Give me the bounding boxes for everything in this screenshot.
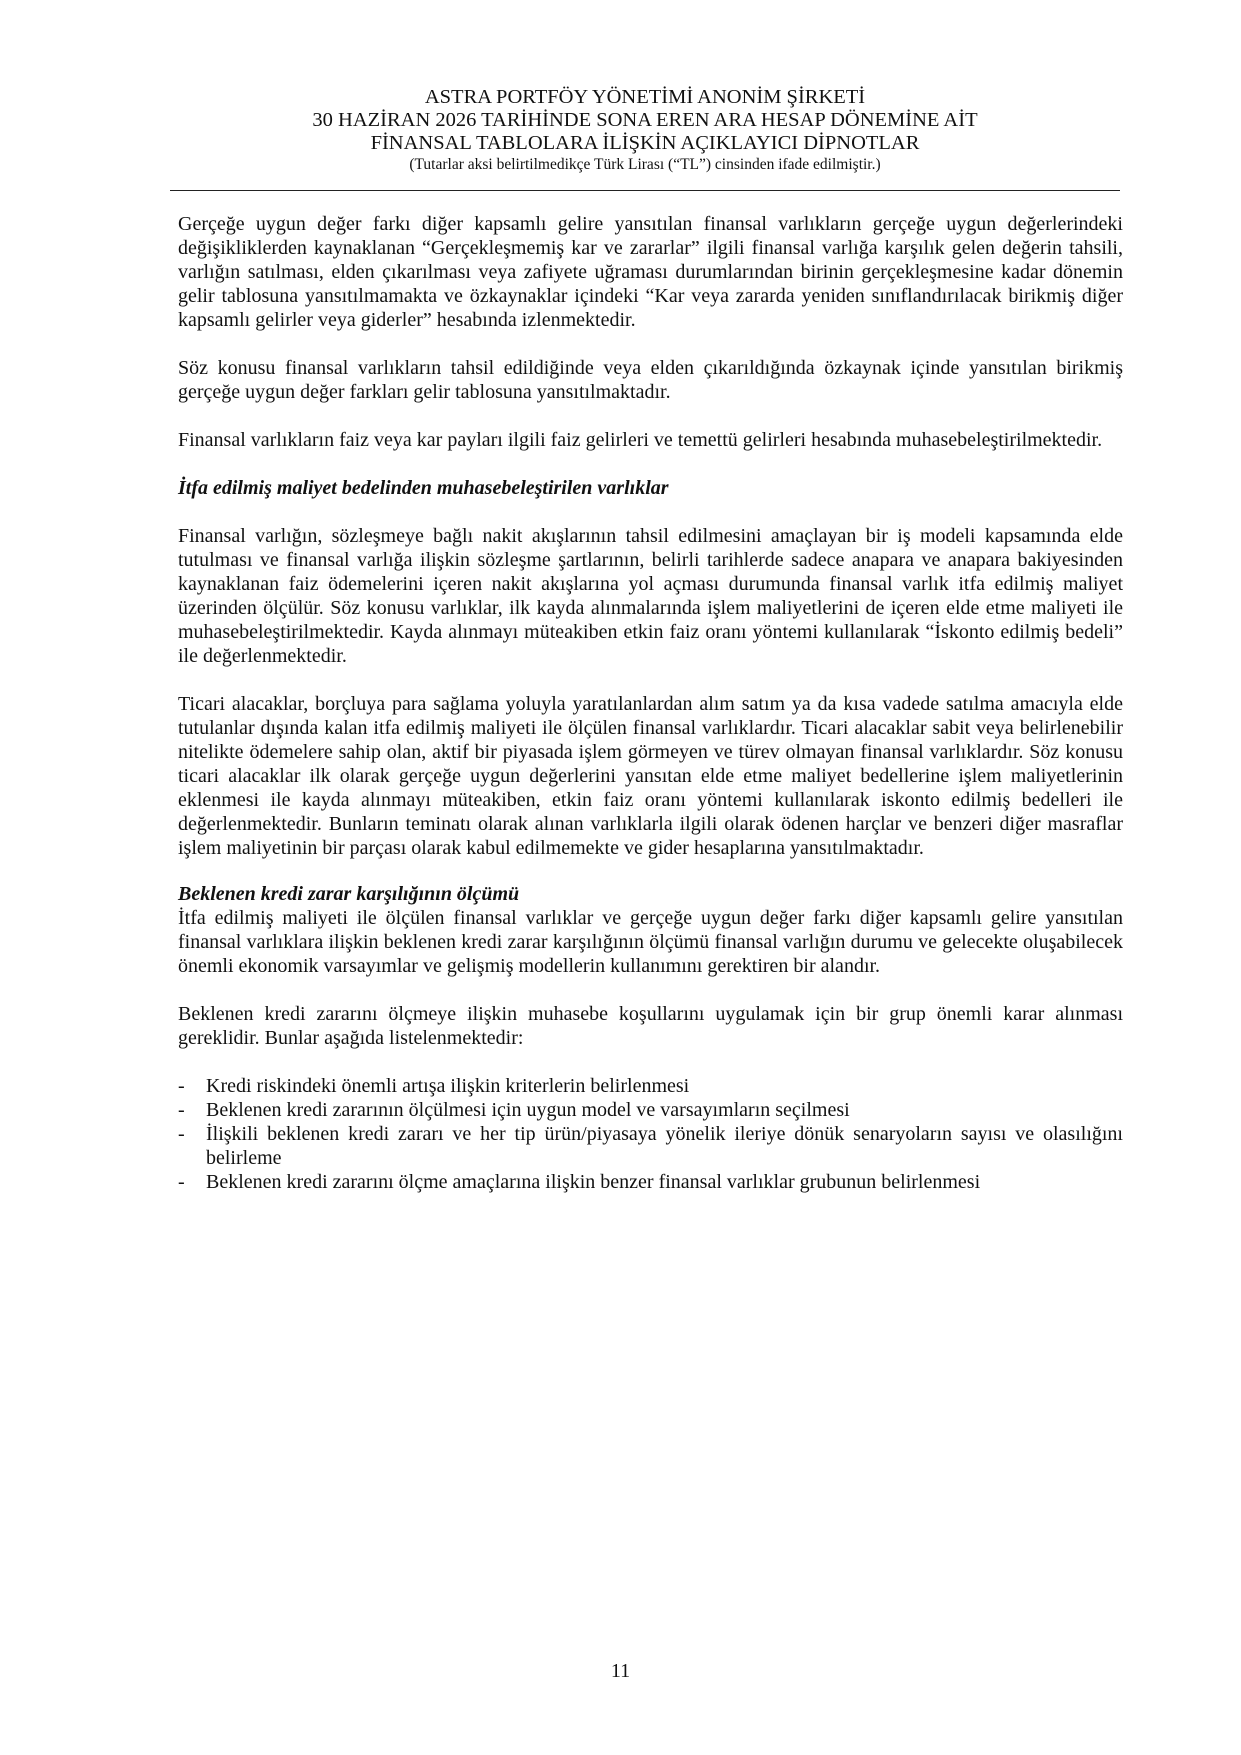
paragraph-fvoci-changes: Gerçeğe uygun değer farkı diğer kapsamlı gelire yansıtılan finansal varlıkların gerçeğe uygun değerlerindeki değişikliklerden kaynaklanan “Gerçekleşmemiş kar ve zararlar” ilgili finansal varlığa karşılık gelen değerin tahsili, varlığın satılması, elden çıkarılması veya zafiyete uğraması durumlarından birinin gerçekleşmesine kadar dönemin gelir tablosuna yansıtılmamakta ve özkaynaklar içindeki “Kar veya zararda yeniden sınıflandırılacak birikmiş diğer kapsamlı gelirler veya giderler” hesabında izlenmektedir. [178, 213, 1123, 331]
header-divider [170, 190, 1120, 191]
list-item [178, 1122, 1123, 1170]
paragraph-interest-dividend: Finansal varlıkların faiz veya kar payları ilgili faiz gelirleri ve temettü gelirleri hesabında muhasebeleştirilmektedir. [178, 429, 1103, 451]
list-item-text: Kredi riskindeki önemli artışa ilişkin kriterlerin belirlenmesi [206, 1075, 690, 1097]
paragraph-ecl-measurement: İtfa edilmiş maliyeti ile ölçülen finansal varlıklar ve gerçeğe uygun değer farkı diğer kapsamlı gelire yansıtılan finansal varlıklara ilişkin beklenen kredi zarar karşılığının ölçümü finansal varlığın durumu ve gelecekte oluşabilecek önemli ekonomik varsayımlar ve gelişmiş modellerin kullanımını gerektiren bir alandır. [178, 907, 1123, 977]
list-item [178, 1170, 1123, 1194]
ecl-judgement-list [178, 1074, 1123, 1194]
report-period-title: 30 HAZİRAN 2026 TARİHİNDE SONA EREN ARA HESAP DÖNEMİNE AİT [312, 109, 978, 131]
dash-marker: - [178, 1171, 185, 1193]
document-body [178, 212, 1123, 1194]
section-heading-amortized-cost: İtfa edilmiş maliyet bedelinden muhasebeleştirilen varlıklar [178, 477, 669, 499]
report-title: FİNANSAL TABLOLARA İLİŞKİN AÇIKLAYICI DİPNOTLAR [370, 132, 920, 154]
dash-marker: - [178, 1099, 185, 1121]
paragraph-fvoci-derecognition: Söz konusu finansal varlıkların tahsil edildiğinde veya elden çıkarıldığında özkaynak içinde yansıtılan birikmiş gerçeğe uygun değer farkları gelir tablosuna yansıtılmaktadır. [178, 357, 1123, 403]
currency-note: (Tutarlar aksi belirtilmedikçe Türk Lirası (“TL”) cinsinden ifade edilmiştir.) [409, 156, 881, 173]
page-number: 11 [610, 1660, 631, 1682]
paragraph-amortized-cost: Finansal varlığın, sözleşmeye bağlı nakit akışlarının tahsil edilmesini amaçlayan bir iş modeli kapsamında elde tutulması ve finansal varlığa ilişkin sözleşme şartlarının, belirli tarihlerde sadece anapara ve anapara bakiyesinden kaynaklanan faiz ödemelerini içeren nakit akışlarına yol açması durumunda finansal varlık itfa edilmiş maliyet üzerinden ölçülür. Söz konusu varlıklar, ilk kayda alınmalarında işlem maliyetlerini de içeren elde etme maliyeti ile muhasebeleştirilmektedir. Kayda alınmayı müteakiben etkin faiz oranı yöntemi kullanılarak “İskonto edilmiş bedeli” ile değerlenmektedir. [178, 525, 1123, 667]
dash-marker: - [178, 1123, 185, 1145]
list-item-text: Beklenen kredi zararının ölçülmesi için uygun model ve varsayımların seçilmesi [206, 1099, 850, 1121]
company-name: ASTRA PORTFÖY YÖNETİMİ ANONİM ŞİRKETİ [424, 86, 866, 108]
list-item-text: Beklenen kredi zararını ölçme amaçlarına ilişkin benzer finansal varlıklar grubunun belirlenmesi [206, 1171, 981, 1193]
paragraph-ecl-judgements: Beklenen kredi zararını ölçmeye ilişkin muhasebe koşullarını uygulamak için bir grup önemli karar alınması gereklidir. Bunlar aşağıda listelenmektedir: [178, 1003, 1123, 1049]
list-item-text: İlişkili beklenen kredi zararı ve her tip ürün/piyasaya yönelik ileriye dönük senaryoların sayısı ve olasılığını belirleme [206, 1123, 1123, 1169]
page-header [170, 86, 1120, 175]
paragraph-trade-receivables: Ticari alacaklar, borçluya para sağlama yoluyla yaratılanlardan alım satım ya da kısa vadede satılma amacıyla elde tutulanlar dışında kalan itfa edilmiş maliyeti ile ölçülen finansal varlıklardır. Ticari alacaklar sabit veya belirlenebilir nitelikte ödemelere sahip olan, aktif bir piyasada işlem görmeyen ve türev olmayan finansal varlıklardır. Söz konusu ticari alacaklar ilk olarak gerçeğe uygun değerlerini yansıtan elde etme maliyet bedellerine işlem maliyetlerinin eklenmesi ile kayda alınmayı müteakiben, etkin faiz oranı yöntemi kullanılarak iskonto edilmiş bedelleri ile değerlenmektedir. Bunların teminatı olarak alınan varlıklarla ilgili olarak ödenen harçlar ve benzeri diğer masraflar işlem maliyetinin bir parçası olarak kabul edilmemekte ve gider hesaplarına yansıtılmaktadır. [178, 693, 1123, 859]
dash-marker: - [178, 1075, 185, 1097]
list-item [178, 1074, 1123, 1098]
section-heading-expected-credit-loss: Beklenen kredi zarar karşılığının ölçümü [178, 883, 520, 905]
list-item [178, 1098, 1123, 1122]
